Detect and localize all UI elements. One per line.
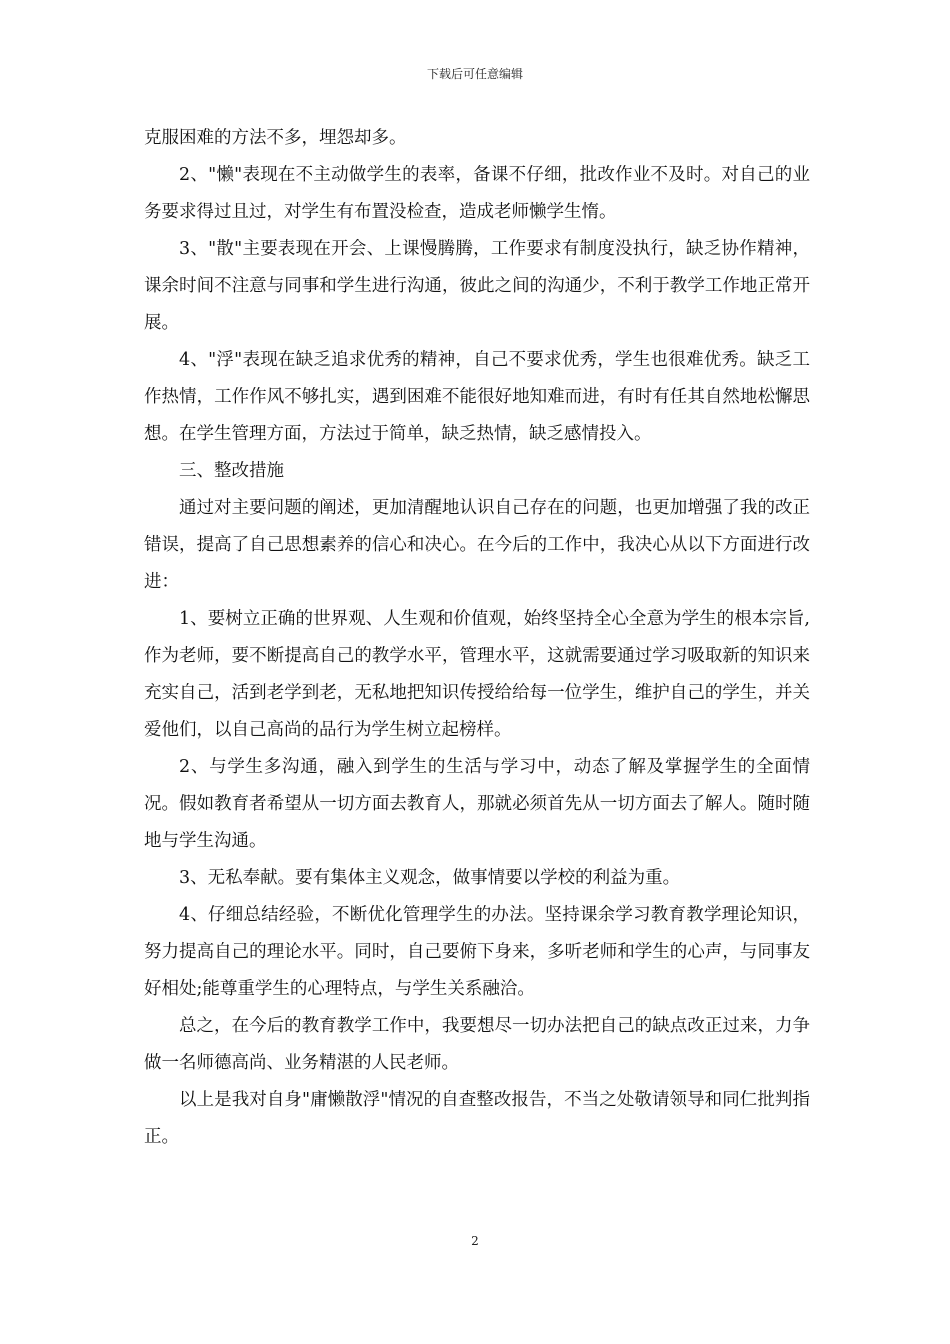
paragraph-measure-1: 1、要树立正确的世界观、人生观和价值观，始终坚持全心全意为学生的根本宗旨,作为老师，要不断提高自己的教学水平，管理水平，这就需要通过学习吸取新的知识来充实自己，活到老学到老，无私地把知识传授给给每一位学生，维护自己的学生，并关爱他们，以自己高尚的品行为学生树立起榜样。 [144,609,810,740]
section-heading-rectification: 三、整改措施 [179,461,284,481]
page-header: 下载后可任意编辑 [426,67,523,81]
paragraph-measure-4: 4、仔细总结经验，不断优化管理学生的办法。坚持课余学习教育教学理论知识，努力提高自己的理论水平。同时，自己要俯下身来，多听老师和学生的心声，与同事友好相处;能尊重学生的心理特点，与学生关系融洽。 [144,905,810,999]
paragraph-continuation: 克服困难的方法不多，埋怨却多。 [144,128,407,148]
paragraph-superficial: 4、"浮"表现在缺乏追求优秀的精神，自己不要求优秀，学生也很难优秀。缺乏工作热情，工作作风不够扎实，遇到困难不能很好地知难而进，有时有任其自然地松懈思想。在学生管理方面，方法过于简单，缺乏热情，缺乏感情投入。 [144,350,810,444]
paragraph-closing: 以上是我对自身"庸懒散浮"情况的自查整改报告，不当之处敬请领导和同仁批判指正。 [144,1090,810,1147]
paragraph-measure-2: 2、与学生多沟通，融入到学生的生活与学习中，动态了解及掌握学生的全面情况。假如教育者希望从一切方面去教育人，那就必须首先从一切方面去了解人。随时随地与学生沟通。 [144,757,810,851]
paragraph-measure-3: 3、无私奉献。要有集体主义观念，做事情要以学校的利益为重。 [179,868,681,888]
paragraph-scattered: 3、"散"主要表现在开会、上课慢腾腾，工作要求有制度没执行，缺乏协作精神，课余时间不注意与同事和学生进行沟通，彼此之间的沟通少，不利于教学工作地正常开展。 [144,239,810,333]
paragraph-summary: 总之，在今后的教育教学工作中，我要想尽一切办法把自己的缺点改正过来，力争做一名师德高尚、业务精湛的人民老师。 [144,1016,810,1073]
page-number: 2 [471,1234,479,1248]
paragraph-rectification-intro: 通过对主要问题的阐述，更加清醒地认识自己存在的问题，也更加增强了我的改正错误，提高了自己思想素养的信心和决心。在今后的工作中，我决心从以下方面进行改进： [144,498,810,592]
paragraph-lazy: 2、"懒"表现在不主动做学生的表率，备课不仔细，批改作业不及时。对自己的业务要求得过且过，对学生有布置没检查，造成老师懒学生惰。 [144,165,810,222]
document-body [144,120,810,1156]
